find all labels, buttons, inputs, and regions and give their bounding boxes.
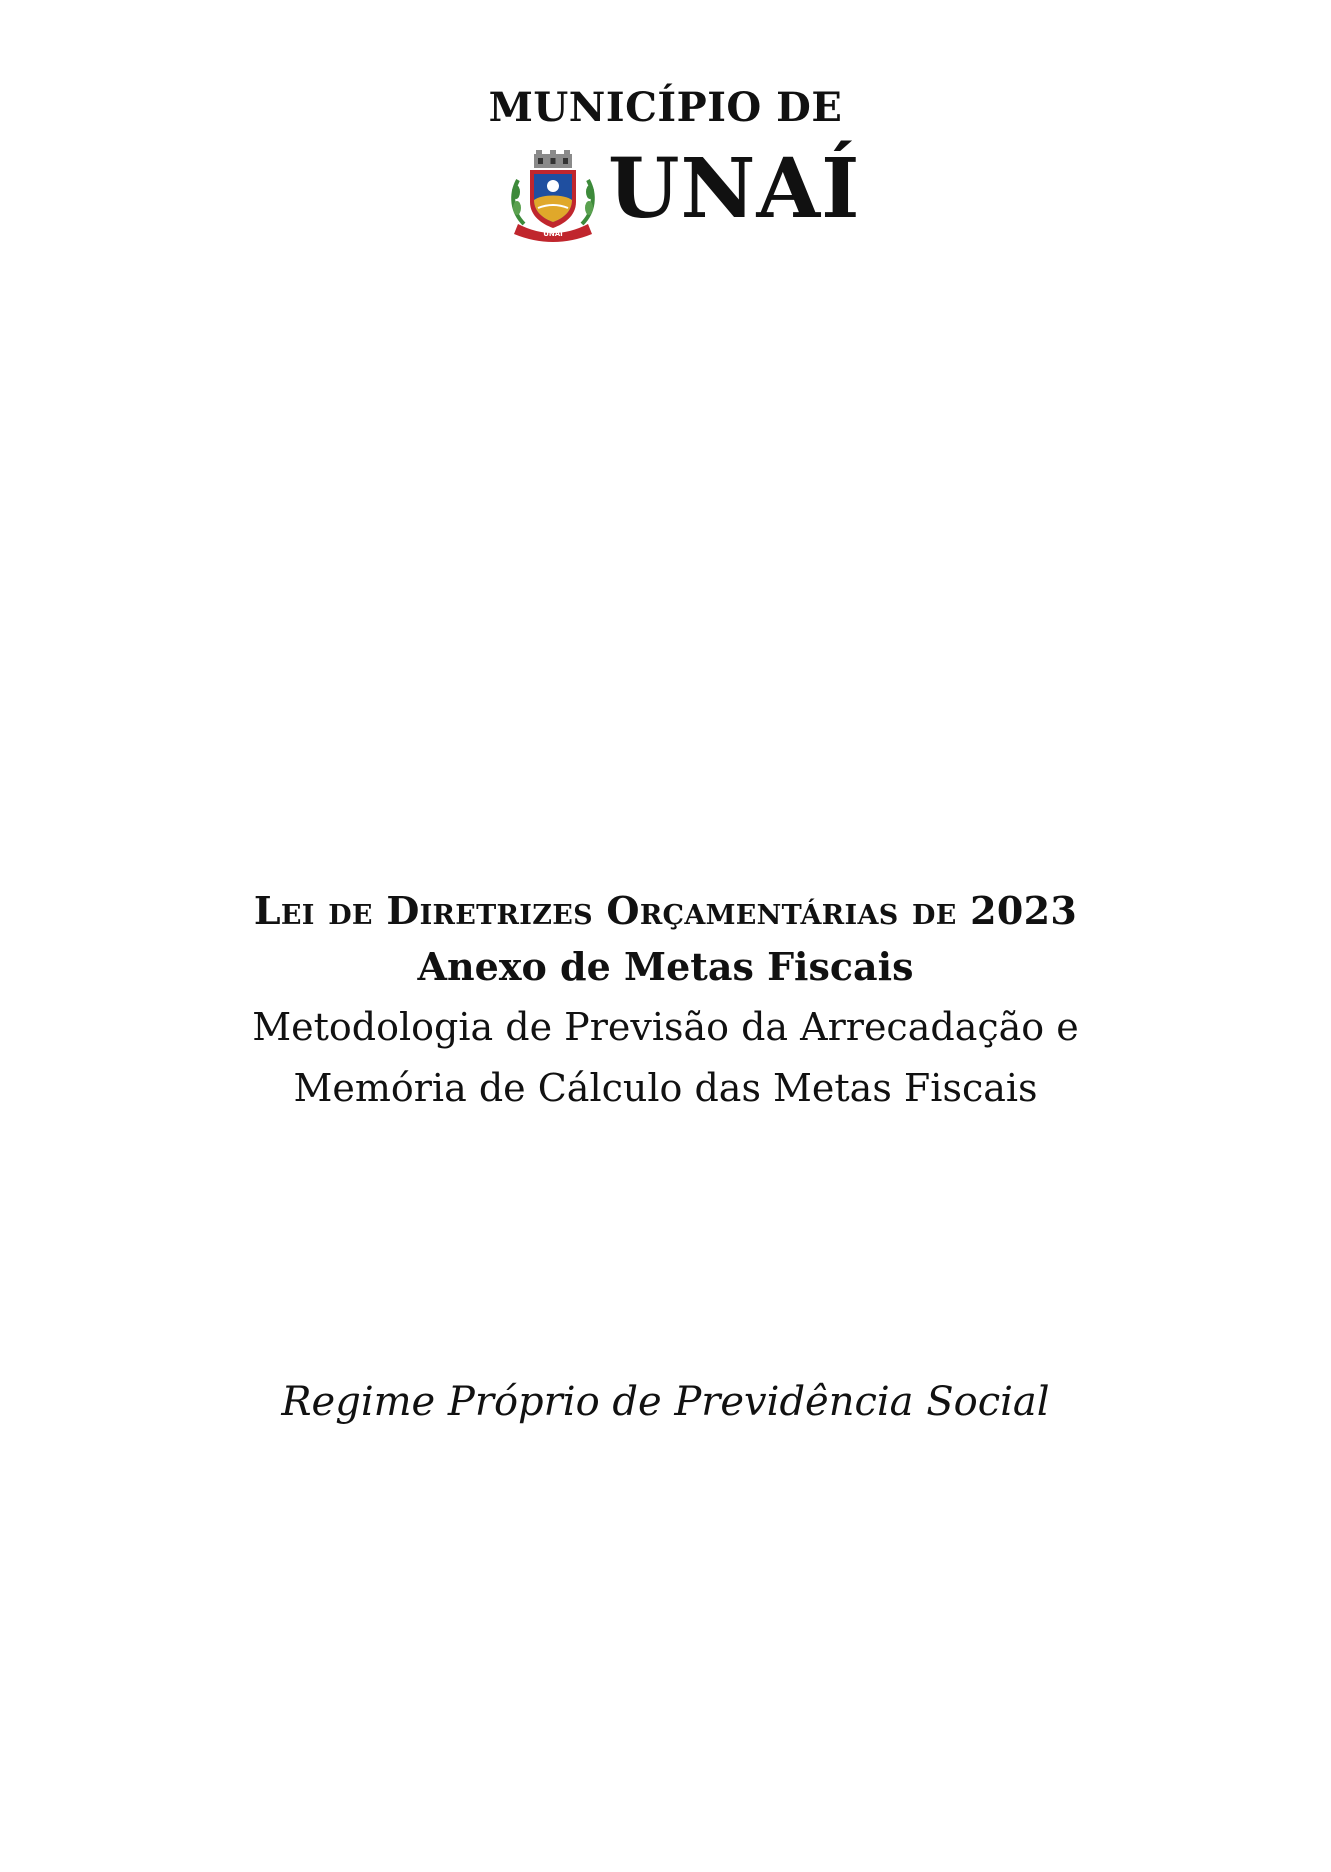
title-block (0, 888, 1331, 1119)
municipality-prefix: MUNICÍPIO DE (488, 84, 843, 131)
law-title: Lei de Diretrizes Orçamentárias de 2023 (253, 888, 1078, 933)
regime-subtitle: Regime Próprio de Previdência Social (281, 1379, 1050, 1425)
annex-title: Anexo de Metas Fiscais (417, 943, 914, 989)
city-name: UNAÍ (608, 141, 861, 237)
document-header (0, 84, 1331, 238)
municipality-brand (508, 141, 861, 242)
methodology-line-1: Metodologia de Previsão da Arrecadação e (252, 1005, 1079, 1050)
coat-of-arms-icon (508, 150, 598, 242)
coat-of-arms-ribbon-text: UNAÍ (543, 230, 563, 238)
methodology-line-2: Memória de Cálculo das Metas Fiscais (293, 1065, 1038, 1110)
